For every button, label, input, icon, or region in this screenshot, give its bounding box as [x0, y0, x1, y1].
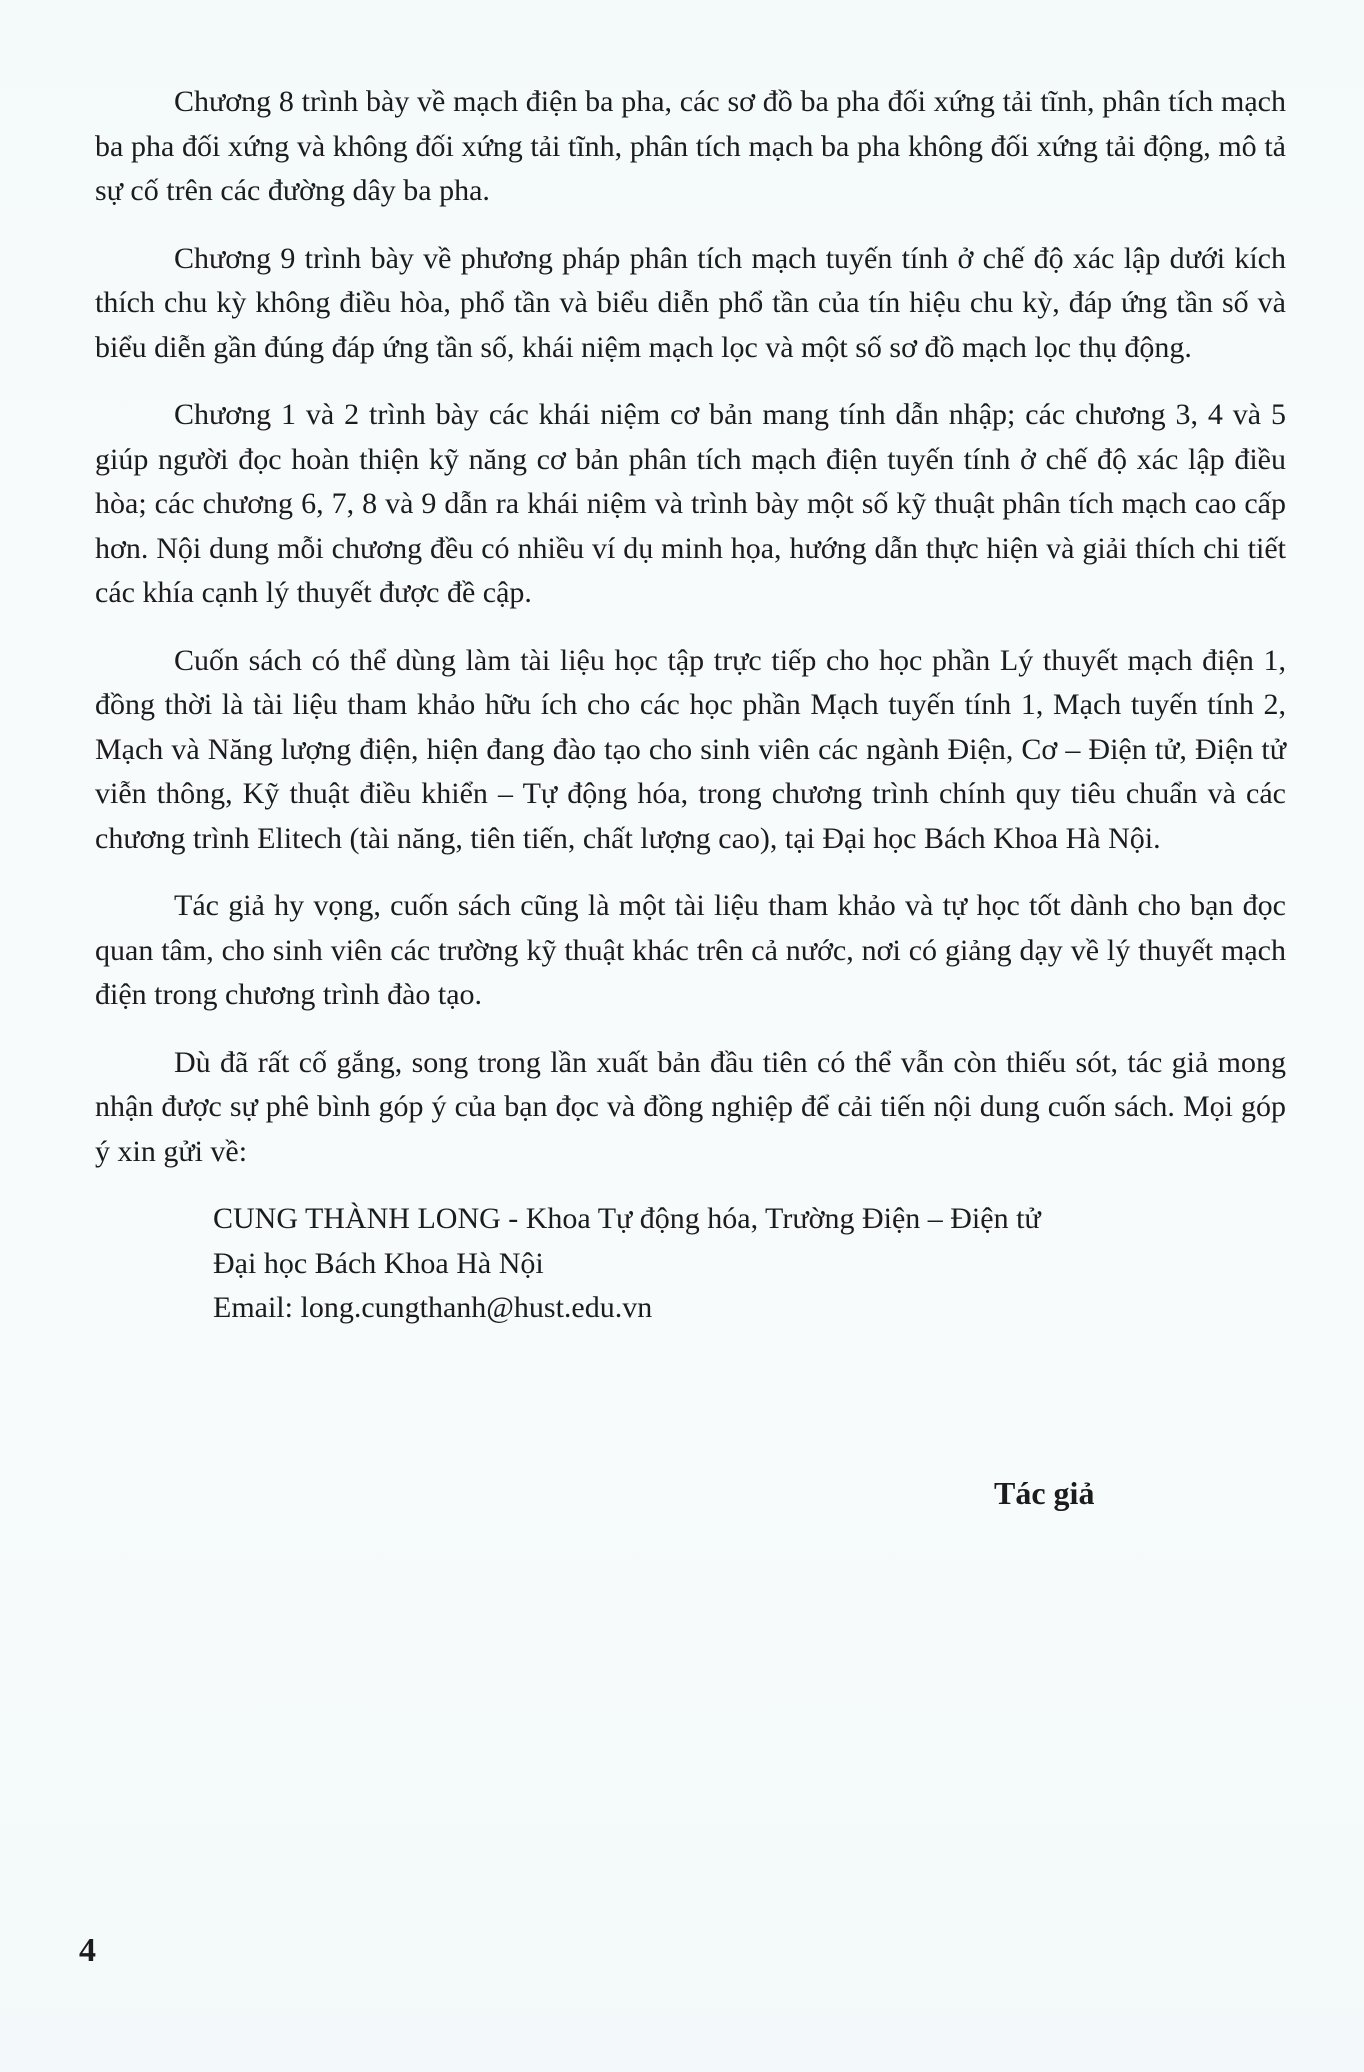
paragraph-chapter-overview: Chương 1 và 2 trình bày các khái niệm cơ bản mang tính dẫn nhập; các chương 3, 4 và 5 giúp người đọc hoàn thiện kỹ năng cơ bản phân tích mạch điện tuyến tính ở chế độ xác lập điều hòa; các chương 6, 7, 8 và 9 dẫn ra khái niệm và trình bày một số kỹ thuật phân tích mạch cao cấp hơn. Nội dung mỗi chương đều có nhiều ví dụ minh họa, hướng dẫn thực hiện và giải thích chi tiết các khía cạnh lý thuyết được đề cập. [95, 398, 1286, 609]
author-signature: Tác giả [994, 1475, 1095, 1511]
body-text [95, 80, 1286, 1174]
paragraph-chapter-8: Chương 8 trình bày về mạch điện ba pha, các sơ đồ ba pha đối xứng tải tĩnh, phân tích mạch ba pha đối xứng và không đối xứng tải tĩnh, phân tích mạch ba pha không đối xứng tải động, mô tả sự cố trên các đường dây ba pha. [95, 85, 1286, 207]
paragraph-feedback: Dù đã rất cố gắng, song trong lần xuất bản đầu tiên có thể vẫn còn thiếu sót, tác giả mong nhận được sự phê bình góp ý của bạn đọc và đồng nghiệp để cải tiến nội dung cuốn sách. Mọi góp ý xin gửi về: [95, 1045, 1286, 1168]
page-content [95, 80, 1286, 1331]
contact-name-line: CUNG THÀNH LONG - Khoa Tự động hóa, Trường Điện – Điện tử [213, 1202, 1041, 1235]
paragraph-usage: Cuốn sách có thể dùng làm tài liệu học tập trực tiếp cho học phần Lý thuyết mạch điện 1, đồng thời là tài liệu tham khảo hữu ích cho các học phần Mạch tuyến tính 1, Mạch tuyến tính 2, Mạch và Năng lượng điện, hiện đang đào tạo cho sinh viên các ngành Điện, Cơ – Điện tử, Điện tử viễn thông, Kỹ thuật điều khiển – Tự động hóa, trong chương trình chính quy tiêu chuẩn và các chương trình Elitech (tài năng, tiên tiến, chất lượng cao), tại Đại học Bách Khoa Hà Nội. [95, 643, 1286, 855]
paragraph-hope: Tác giả hy vọng, cuốn sách cũng là một tài liệu tham khảo và tự học tốt dành cho bạn đọc quan tâm, cho sinh viên các trường kỹ thuật khác trên cả nước, nơi có giảng dạy về lý thuyết mạch điện trong chương trình đào tạo. [95, 889, 1286, 1011]
contact-email-line: Email: long.cungthanh@hust.edu.vn [213, 1291, 653, 1324]
paragraph-chapter-9: Chương 9 trình bày về phương pháp phân tích mạch tuyến tính ở chế độ xác lập dưới kích thích chu kỳ không điều hòa, phổ tần và biểu diễn phổ tần của tín hiệu chu kỳ, đáp ứng tần số và biểu diễn gần đúng đáp ứng tần số, khái niệm mạch lọc và một số sơ đồ mạch lọc thụ động. [95, 241, 1286, 364]
contact-university-line: Đại học Bách Khoa Hà Nội [213, 1246, 544, 1280]
contact-block [213, 1197, 1286, 1331]
page-number: 4 [79, 1932, 96, 1969]
